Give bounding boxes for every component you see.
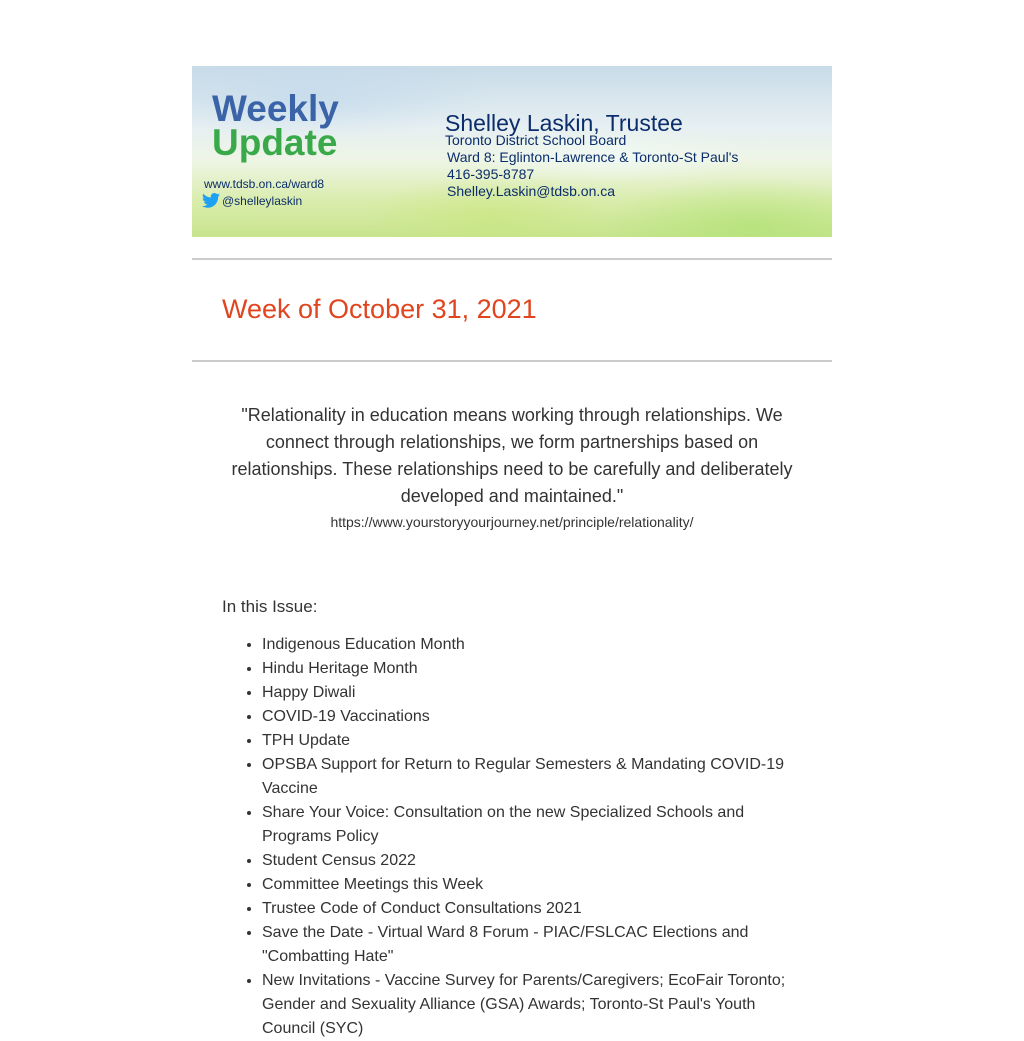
list-item: • Happy Diwali bbox=[262, 681, 792, 705]
phone-number: 416-395-8787 bbox=[447, 166, 535, 182]
title-weekly: Weekly bbox=[212, 88, 339, 129]
twitter-handle: @shelleylaskin bbox=[222, 193, 303, 208]
quote-source-link[interactable]: https://www.yourstoryyourjourney.net/principle/relationality/ bbox=[330, 514, 694, 530]
twitter-link[interactable] bbox=[202, 193, 302, 208]
header-banner bbox=[192, 66, 832, 237]
list-item: • Hindu Heritage Month bbox=[262, 657, 792, 681]
relationality-quote: "Relationality in education means working through relationships. We connect through relationships, we form partnerships based on relationships. These relationships need to be carefully and deliberately developed and maintained." bbox=[231, 405, 793, 506]
issue-list bbox=[222, 633, 792, 1041]
list-item: • Share Your Voice: Consultation on the new Specialized Schools and Programs Policy bbox=[262, 801, 792, 849]
ward-website-link[interactable]: www.tdsb.on.ca/ward8 bbox=[204, 177, 325, 191]
ward-name: Ward 8: Eglinton-Lawrence & Toronto-St Paul's bbox=[447, 149, 739, 165]
list-item: • OPSBA Support for Return to Regular Semesters & Mandating COVID-19 Vaccine bbox=[262, 753, 792, 801]
weekly-update-title bbox=[212, 88, 339, 163]
list-item: • Student Census 2022 bbox=[262, 849, 792, 873]
divider-top bbox=[192, 258, 832, 260]
list-item: • New Invitations - Vaccine Survey for Parents/Caregivers; EcoFair Toronto; Gender and Sexuality Alliance (GSA) Awards; Toronto-St Paul's Youth Council (SYC) bbox=[262, 969, 792, 1041]
email-link[interactable]: Shelley.Laskin@tdsb.on.ca bbox=[447, 183, 616, 199]
week-title: Week of October 31, 2021 bbox=[222, 294, 537, 324]
list-item: • Indigenous Education Month bbox=[262, 633, 792, 657]
list-item: • TPH Update bbox=[262, 729, 792, 753]
list-item: • Committee Meetings this Week bbox=[262, 873, 792, 897]
trustee-contact-info bbox=[445, 132, 738, 200]
list-item: • COVID-19 Vaccinations bbox=[262, 705, 792, 729]
title-update: Update bbox=[212, 122, 338, 163]
trustee-name: Shelley Laskin, Trustee bbox=[445, 110, 683, 136]
board-name: Toronto District School Board bbox=[445, 132, 627, 148]
list-item: • Trustee Code of Conduct Consultations 2021 bbox=[262, 897, 792, 921]
divider-bottom bbox=[192, 360, 832, 362]
issue-heading: In this Issue: bbox=[222, 597, 318, 616]
list-item: • Save the Date - Virtual Ward 8 Forum - PIAC/FSLCAC Elections and "Combatting Hate" bbox=[262, 921, 792, 969]
twitter-bird-icon bbox=[202, 193, 220, 208]
